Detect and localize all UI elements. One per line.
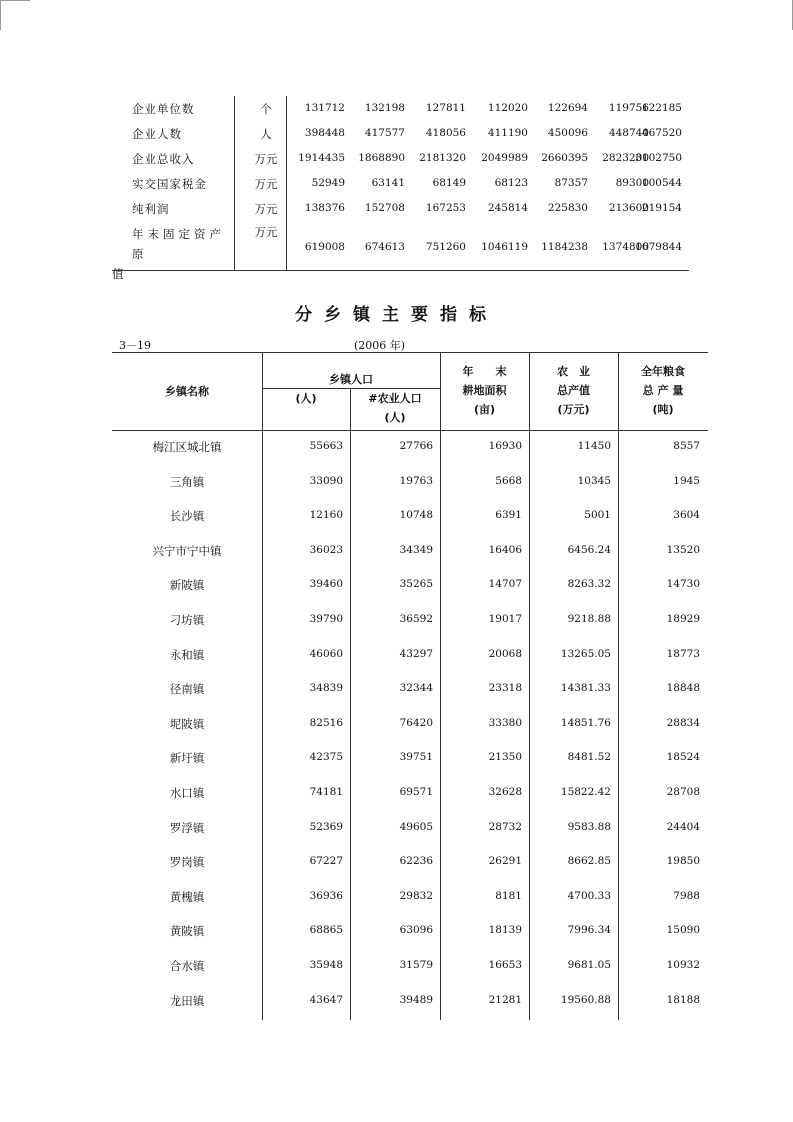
table-row [112, 914, 708, 949]
enterprise-row-unit: 人 [260, 127, 272, 141]
cell-grain: 28708 [666, 786, 700, 798]
enterprise-value: 127811 [425, 102, 466, 114]
enterprise-row-label: 企业总收入 [132, 152, 195, 166]
cell-population: 36023 [309, 543, 343, 556]
cell-population: 74181 [309, 786, 343, 798]
cell-agri-population: 43297 [399, 647, 433, 660]
cell-grain: 13520 [666, 543, 700, 556]
table-year: (2006 年) [354, 339, 406, 352]
town-name: 径南镇 [169, 682, 205, 697]
enterprise-value: 398448 [304, 127, 345, 139]
enterprise-value: 1868890 [358, 152, 405, 164]
cell-agri-output: 9681.05 [567, 959, 611, 971]
cell-farmland: 5668 [495, 474, 522, 487]
section-title: 分乡镇主要指标 [295, 305, 498, 325]
header-agri-output-l2: 总产值 [557, 384, 590, 397]
header-farmland [440, 362, 529, 419]
enterprise-value: 89300 [615, 177, 649, 189]
cell-grain: 28834 [666, 716, 700, 729]
cell-grain: 18773 [666, 647, 700, 660]
cell-agri-output: 11450 [577, 440, 611, 452]
cell-agri-output: 9218.88 [567, 613, 611, 625]
cell-population: 68865 [309, 924, 343, 937]
cell-agri-output: 14381.33 [560, 682, 611, 695]
town-name: 梅江区城北镇 [152, 440, 222, 454]
enterprise-value: 138376 [304, 202, 345, 214]
cell-agri-output: 5001 [584, 509, 611, 522]
header-agri-output-unit: (万元) [557, 403, 590, 416]
enterprise-value: 132198 [364, 102, 405, 114]
town-name: 龙田镇 [169, 993, 205, 1008]
enterprise-row-fixed-assets [112, 224, 689, 281]
enterprise-value: 411190 [487, 127, 528, 139]
cell-agri-population: 31579 [399, 959, 433, 971]
header-agri-population [350, 389, 440, 427]
cell-agri-output: 7996.34 [567, 924, 611, 937]
enterprise-value: 213600 [608, 202, 649, 214]
enterprise-value: 1679844 [635, 241, 682, 253]
enterprise-row-label: 企业单位数 [132, 102, 195, 116]
enterprise-row [112, 196, 689, 221]
cell-agri-population: 10748 [399, 509, 433, 522]
enterprise-value: 1914435 [298, 152, 345, 164]
cell-agri-population: 62236 [399, 855, 433, 868]
label-line-1: 年末固定资产原 [132, 227, 225, 261]
enterprise-row [112, 146, 689, 171]
cell-agri-output: 8263.32 [567, 578, 611, 591]
town-name: 水口镇 [169, 786, 205, 800]
cell-agri-population: 39489 [399, 993, 433, 1006]
cell-population: 46060 [309, 647, 343, 660]
cell-agri-population: 39751 [399, 751, 433, 764]
table-row [112, 776, 708, 811]
header-farmland-l2: 耕地面积 [462, 384, 507, 397]
cell-farmland: 8181 [495, 889, 522, 902]
cell-agri-output: 19560.88 [560, 993, 611, 1006]
cell-agri-population: 27766 [399, 440, 433, 452]
cell-agri-population: 29832 [399, 889, 433, 902]
cell-agri-output: 10345 [577, 474, 611, 487]
table-number: 3－19 [119, 339, 151, 352]
enterprise-value: 63141 [371, 177, 405, 189]
table-row [112, 568, 708, 603]
cell-agri-output: 15822.42 [560, 786, 611, 798]
town-name: 罗岗镇 [169, 855, 205, 870]
cell-agri-output: 8481.52 [567, 751, 611, 764]
cell-grain: 18929 [666, 613, 700, 625]
enterprise-value: 2660395 [541, 152, 588, 164]
enterprise-row-unit: 万元 [254, 152, 278, 166]
cell-grain: 1945 [673, 474, 700, 487]
enterprise-value: 112020 [487, 102, 528, 114]
cell-farmland: 16930 [488, 440, 522, 452]
table-row [112, 949, 708, 984]
enterprise-value: 68123 [494, 177, 528, 189]
table-row [112, 984, 708, 1019]
cell-grain: 3604 [673, 509, 700, 522]
cell-agri-population: 32344 [399, 682, 433, 695]
cell-population: 67227 [309, 855, 343, 868]
table-row [112, 741, 708, 776]
town-name: 长沙镇 [169, 509, 205, 524]
enterprise-row-unit: 万元 [254, 177, 278, 191]
cell-population: 33090 [309, 474, 343, 487]
header-population-label: 乡镇人口 [329, 373, 373, 386]
enterprise-row-label: 纯利润 [132, 202, 170, 216]
header-town: 乡镇名称 [165, 385, 209, 398]
enterprise-value: 1374800 [602, 241, 649, 253]
cell-population: 39460 [309, 578, 343, 591]
cell-grain: 19850 [666, 855, 700, 868]
enterprise-value: 68149 [432, 177, 466, 189]
enterprise-row-label: 实交国家税金 [132, 177, 207, 191]
cell-farmland: 21281 [488, 993, 522, 1006]
enterprise-row [112, 171, 689, 196]
cell-farmland: 33380 [488, 716, 522, 729]
cell-grain: 10932 [666, 959, 700, 971]
cell-agri-population: 63096 [399, 924, 433, 937]
town-name: 新陂镇 [169, 578, 205, 593]
cell-agri-output: 9583.88 [567, 820, 611, 833]
header-grain-l1: 全年粮食 [641, 365, 685, 378]
enterprise-value: 100544 [641, 177, 682, 189]
town-name: 黄陂镇 [169, 924, 205, 939]
cell-grain: 18524 [666, 751, 700, 764]
cell-grain: 15090 [666, 924, 700, 937]
town-name: 合水镇 [169, 959, 205, 973]
enterprise-value: 1184238 [541, 241, 588, 253]
cell-farmland: 21350 [488, 751, 522, 764]
header-farmland-l1: 年 末 [462, 365, 507, 378]
cell-farmland: 6391 [495, 509, 522, 522]
cell-population: 82516 [309, 716, 343, 729]
cell-grain: 18848 [666, 682, 700, 695]
label-line-2: 值 [112, 267, 125, 281]
enterprise-value: 131712 [304, 102, 345, 114]
cell-agri-output: 6456.24 [567, 543, 611, 556]
town-name: 永和镇 [169, 647, 205, 662]
header-agri-population-label: #农业人口 [368, 392, 422, 405]
table-row [112, 811, 708, 846]
cell-grain: 24404 [666, 820, 700, 833]
enterprise-value: 87357 [554, 177, 588, 189]
enterprise-value: 450096 [547, 127, 588, 139]
enterprise-value: 467520 [641, 127, 682, 139]
table-row [112, 430, 708, 465]
enterprise-value: 751260 [425, 241, 466, 253]
cell-farmland: 32628 [488, 786, 522, 798]
header-grain-l2: 总 产 量 [642, 384, 684, 397]
enterprise-row-label: 企业人数 [132, 127, 182, 141]
enterprise-value: 3102750 [635, 152, 682, 164]
enterprise-value: 2823200 [602, 152, 649, 164]
cell-population: 12160 [309, 509, 343, 522]
cell-agri-population: 76420 [399, 716, 433, 729]
cell-grain: 8557 [673, 440, 700, 452]
cell-farmland: 14707 [488, 578, 522, 591]
cell-population: 42375 [309, 751, 343, 764]
enterprise-row-unit: 万元 [254, 225, 278, 239]
town-name: 刁坊镇 [169, 613, 205, 627]
enterprise-value: 122694 [547, 102, 588, 114]
town-name: 黄槐镇 [169, 889, 205, 904]
cell-grain: 18188 [666, 993, 700, 1006]
header-population-unit: (人) [295, 392, 317, 405]
cell-agri-population: 34349 [399, 543, 433, 556]
town-name: 坭陂镇 [169, 716, 205, 731]
enterprise-value: 2181320 [419, 152, 466, 164]
town-name: 三角镇 [169, 474, 205, 489]
cell-population: 34839 [309, 682, 343, 695]
header-agri-population-unit: (人) [384, 411, 406, 424]
cell-agri-population: 49605 [399, 820, 433, 833]
enterprise-row [112, 121, 689, 146]
enterprise-value: 119756 [608, 102, 649, 114]
enterprise-value: 418056 [425, 127, 466, 139]
cell-population: 43647 [309, 993, 343, 1006]
cell-farmland: 19017 [488, 613, 522, 625]
table-row [112, 465, 708, 500]
cell-grain: 7988 [673, 889, 700, 902]
enterprise-value: 219154 [641, 202, 682, 214]
cell-grain: 14730 [666, 578, 700, 591]
enterprise-row [112, 96, 689, 121]
cell-farmland: 16406 [488, 543, 522, 556]
cell-farmland: 20068 [488, 647, 522, 660]
cell-agri-output: 14851.76 [560, 716, 611, 729]
header-agri-output [529, 362, 618, 419]
enterprise-row-unit: 个 [260, 102, 272, 116]
cell-population: 55663 [309, 440, 343, 452]
table-row [112, 880, 708, 915]
enterprise-value: 417577 [364, 127, 405, 139]
table-row [112, 707, 708, 742]
town-name: 兴宁市宁中镇 [152, 543, 222, 558]
cell-farmland: 18139 [488, 924, 522, 937]
enterprise-value: 122185 [641, 102, 682, 114]
enterprise-value: 1046119 [481, 241, 528, 253]
cell-agri-population: 19763 [399, 474, 433, 487]
header-grain [618, 362, 708, 419]
enterprise-value: 619008 [304, 241, 345, 253]
town-name: 新圩镇 [169, 751, 205, 766]
cell-farmland: 16653 [488, 959, 522, 971]
enterprise-value: 2049989 [481, 152, 528, 164]
table-row [112, 638, 708, 673]
cell-farmland: 28732 [488, 820, 522, 833]
cell-farmland: 23318 [488, 682, 522, 695]
cell-population: 36936 [309, 889, 343, 902]
table-row [112, 534, 708, 569]
header-agri-output-l1: 农 业 [557, 365, 590, 378]
cell-agri-output: 4700.33 [567, 889, 611, 902]
cell-agri-population: 69571 [399, 786, 433, 798]
enterprise-row-unit: 万元 [254, 202, 278, 216]
table-row [112, 845, 708, 880]
cell-population: 35948 [309, 959, 343, 971]
table-row [112, 603, 708, 638]
cell-agri-population: 36592 [399, 613, 433, 625]
enterprise-value: 167253 [425, 202, 466, 214]
enterprise-value: 152708 [364, 202, 405, 214]
table-row [112, 672, 708, 707]
enterprise-value: 245814 [487, 202, 528, 214]
cell-agri-output: 13265.05 [560, 647, 611, 660]
cell-agri-population: 35265 [399, 578, 433, 591]
cell-population: 39790 [309, 613, 343, 625]
enterprise-value: 674613 [364, 241, 405, 253]
table-row [112, 499, 708, 534]
enterprise-value: 225830 [547, 202, 588, 214]
town-name: 罗浮镇 [169, 820, 205, 835]
header-farmland-unit: (亩) [473, 403, 496, 416]
cell-agri-output: 8662.85 [567, 855, 611, 868]
enterprise-value: 52949 [311, 177, 345, 189]
enterprise-row-label [112, 224, 230, 284]
cell-population: 52369 [309, 820, 343, 833]
cell-farmland: 26291 [488, 855, 522, 868]
enterprise-value: 448740 [608, 127, 649, 139]
header-grain-unit: (吨) [652, 403, 674, 416]
